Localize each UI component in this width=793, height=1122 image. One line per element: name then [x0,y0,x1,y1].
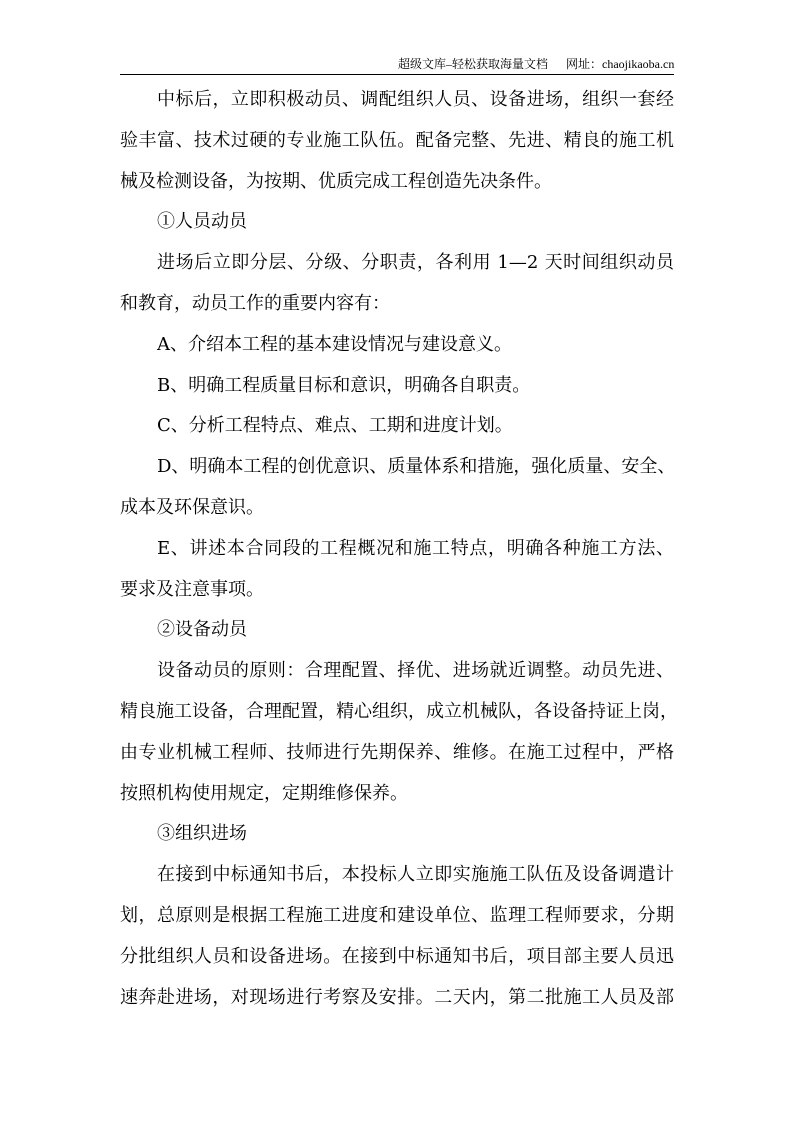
page-header [398,55,674,72]
text-line: 和教育，动员工作的重要内容有： [120,292,390,314]
text-line: 在接到中标通知书后，本投标人立即实施施工队伍及设备调遣计 [157,864,674,886]
text-line: D、明确本工程的创优意识、质量体系和措施，强化质量、安全、 [157,456,676,478]
header-site: 超级文库–轻松获取海量文档 [398,57,549,71]
text-line: 分批组织人员和设备进场。在接到中标通知书后，项目部主要人员迅 [120,945,674,967]
text-line: B、明确工程质量目标和意识，明确各自职责。 [157,374,531,396]
text-line: 由专业机械工程师、技师进行先期保养、维修。在施工过程中，严格 [120,741,674,763]
text-line: 精良施工设备，合理配置，精心组织，成立机械队，各设备持证上岗， [120,700,678,722]
text-line: 划，总原则是根据工程施工进度和建设单位、监理工程师要求，分期 [120,904,674,926]
text-line: A、介绍本工程的基本建设情况与建设意义。 [157,333,512,355]
text-line: 速奔赴进场，对现场进行考察及安排。二天内，第二批施工人员及部 [120,986,674,1008]
text-line: 中标后，立即积极动员、调配组织人员、设备进场，组织一套经 [157,89,674,110]
text-line: ③组织进场 [157,823,247,845]
header-rule [120,74,674,75]
document-body [120,80,678,1018]
text-line: 进场后立即分层、分级、分职责，各利用 1—2 天时间组织动员 [157,252,674,274]
text-line: C、分析工程特点、难点、工期和进度计划。 [157,415,513,437]
text-line: ①人员动员 [157,211,247,233]
header-url: 网址：chaojikaoba.cn [566,57,675,71]
text-line: 验丰富、技术过硬的专业施工队伍。配备完整、先进、精良的施工机 [120,129,674,151]
text-line: 要求及注意事项。 [120,578,264,600]
text-line: 按照机构使用规定，定期维修保养。 [120,782,408,804]
text-line: E、讲述本合同段的工程概况和施工特点，明确各种施工方法、 [157,537,674,559]
text-line: 械及检测设备，为按期、优质完成工程创造先决条件。 [120,170,552,192]
text-line: 设备动员的原则：合理配置、择优、进场就近调整。动员先进、 [157,660,674,682]
text-line: ②设备动员 [157,619,247,641]
text-line: 成本及环保意识。 [120,496,264,518]
